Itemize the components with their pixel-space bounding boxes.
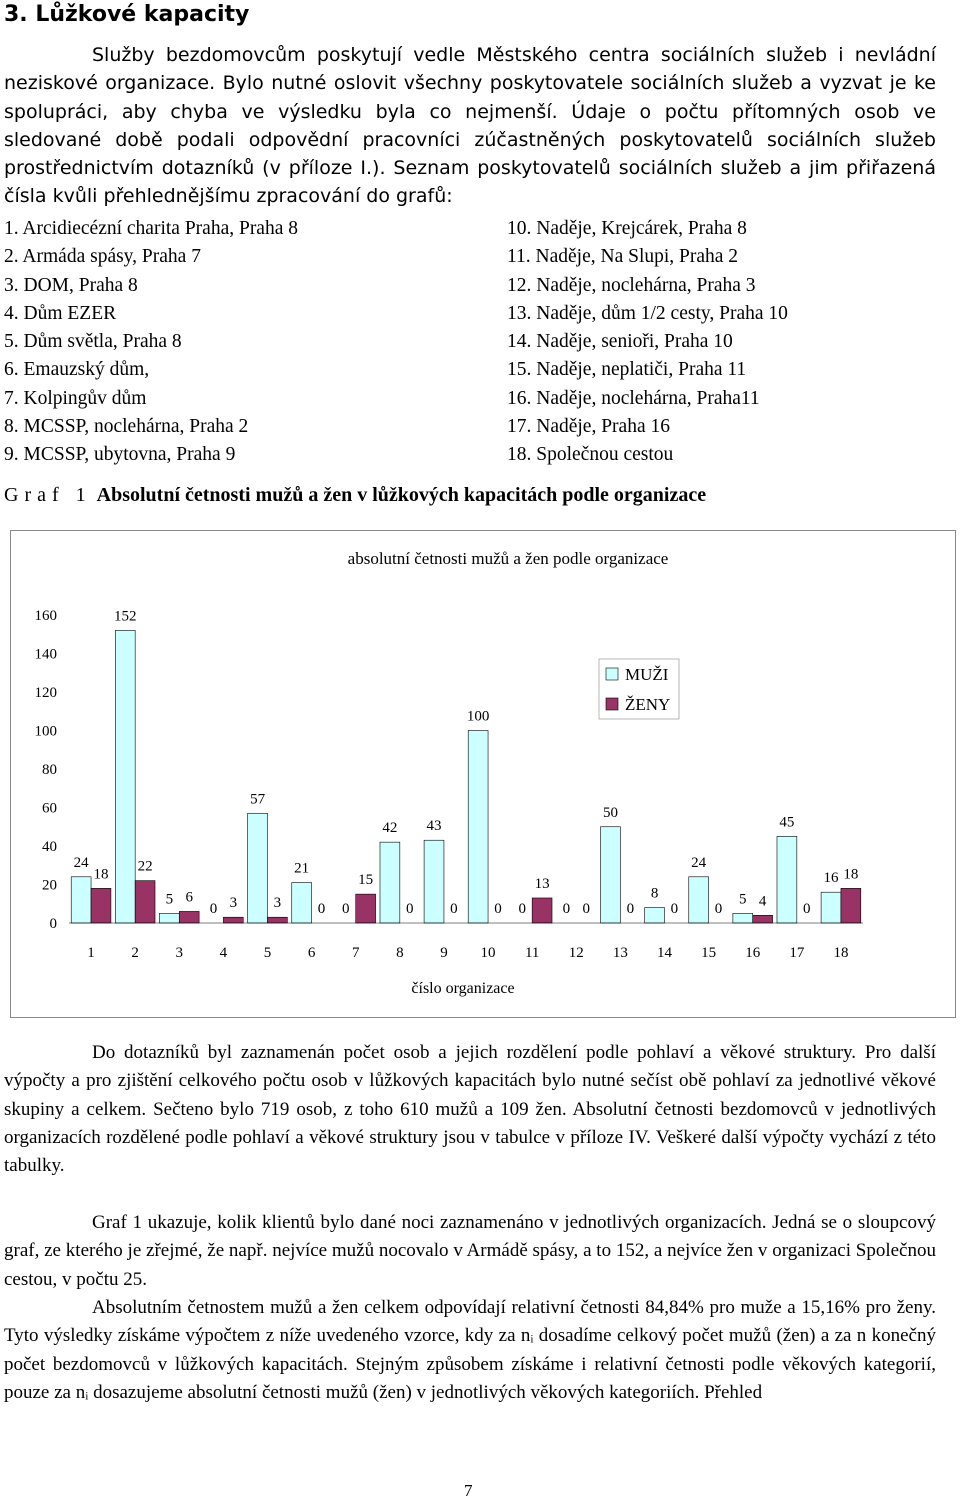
bar-men bbox=[601, 827, 621, 923]
x-axis-title: číslo organizace bbox=[411, 980, 515, 997]
bar-value-label: 3 bbox=[229, 895, 238, 912]
bar-value-label: 5 bbox=[165, 891, 174, 908]
organization-item: 4. Dům EZER bbox=[4, 302, 117, 324]
organization-item: 1. Arcidiecézní charita Praha, Praha 8 bbox=[4, 218, 298, 239]
bar-value-label: 0 bbox=[342, 901, 350, 917]
organization-item: 6. Emauzský dům, bbox=[4, 359, 150, 381]
bar-women bbox=[179, 911, 199, 923]
y-tick-label: 40 bbox=[42, 839, 57, 855]
organization-item: 11. Naděje, Na Slupi, Praha 2 bbox=[507, 246, 739, 268]
bar-men bbox=[821, 892, 841, 923]
bar-value-label: 21 bbox=[294, 860, 310, 877]
x-tick-label: 1 bbox=[87, 945, 95, 961]
bar-value-label: 43 bbox=[426, 818, 442, 835]
bar-men bbox=[292, 883, 312, 923]
bar-women bbox=[223, 917, 243, 923]
bar-value-label: 0 bbox=[209, 901, 218, 917]
x-tick-label: 4 bbox=[219, 945, 228, 961]
organization-item: 7. Kolpingův dům bbox=[4, 387, 147, 409]
y-tick-label: 80 bbox=[42, 762, 57, 778]
organization-item: 3. DOM, Praha 8 bbox=[4, 274, 138, 296]
bar-value-label: 0 bbox=[518, 901, 526, 917]
organization-item: 9. MCSSP, ubytovna, Praha 9 bbox=[4, 444, 236, 466]
bar-women bbox=[268, 917, 288, 923]
x-tick-label: 8 bbox=[396, 945, 404, 961]
chart-legend bbox=[599, 659, 679, 719]
organization-item: 17. Naděje, Praha 16 bbox=[507, 416, 670, 438]
bar-men bbox=[71, 877, 91, 923]
y-tick-label: 0 bbox=[49, 916, 57, 932]
bar-women bbox=[841, 888, 861, 923]
y-tick-label: 60 bbox=[42, 800, 57, 817]
x-tick-label: 12 bbox=[568, 945, 584, 961]
page-number: 7 bbox=[464, 1481, 473, 1500]
section-heading: 3. Lůžkové kapacity bbox=[4, 2, 250, 27]
bar-men bbox=[424, 840, 444, 923]
organization-item: 15. Naděje, neplatiči, Praha 11 bbox=[507, 359, 747, 381]
bar-value-label: 0 bbox=[626, 901, 635, 917]
graph-caption bbox=[4, 482, 706, 508]
organization-list-right bbox=[507, 215, 788, 470]
bar-value-label: 0 bbox=[494, 901, 502, 917]
bar-value-label: 0 bbox=[450, 901, 458, 917]
bar-value-label: 4 bbox=[758, 893, 767, 910]
bar-men bbox=[115, 630, 135, 923]
x-tick-label: 2 bbox=[131, 945, 139, 961]
y-tick-label: 120 bbox=[34, 685, 57, 701]
bar-value-label: 0 bbox=[317, 901, 326, 917]
chart-title: absolutní četnosti mužů a žen podle organizace bbox=[347, 549, 669, 568]
graph-caption-text: Absolutní četnosti mužů a žen v lůžkových kapacitách podle organizace bbox=[96, 484, 707, 506]
chart-frame bbox=[10, 530, 956, 1018]
bar-value-label: 5 bbox=[739, 891, 747, 908]
legend-label-women: ŽENY bbox=[625, 695, 671, 714]
legend-swatch-men bbox=[606, 668, 618, 680]
bar-value-label: 0 bbox=[670, 901, 679, 917]
bar-men bbox=[159, 913, 179, 923]
y-tick-label: 140 bbox=[34, 646, 57, 663]
bar-value-label: 8 bbox=[650, 885, 659, 902]
bar-men bbox=[468, 731, 488, 924]
x-tick-label: 9 bbox=[440, 945, 448, 961]
organization-item: 12. Naděje, noclehárna, Praha 3 bbox=[507, 274, 756, 296]
bar-women bbox=[356, 894, 376, 923]
bar-men bbox=[248, 813, 268, 923]
organization-item: 14. Naděje, senioři, Praha 10 bbox=[507, 331, 733, 353]
bar-value-label: 16 bbox=[823, 870, 839, 887]
body-paragraph: Graf 1 ukazuje, kolik klientů bylo dané noci zaznamenáno v jednotlivých organizacích. Jedná se o sloupcový graf, ze kterého je zřejmé, že např. nejvíce mužů nocovalo v Armádě spásy, a to 152, a nejvíce žen v organizaci Společnou cestou, v počtu 25. bbox=[4, 1212, 936, 1290]
x-tick-label: 6 bbox=[307, 945, 316, 961]
bar-value-label: 0 bbox=[562, 901, 571, 917]
bar-value-label: 22 bbox=[137, 858, 153, 875]
organization-item: 10. Naděje, Krejcárek, Praha 8 bbox=[507, 218, 747, 239]
bar-value-label: 152 bbox=[113, 608, 137, 625]
bar-men bbox=[689, 877, 709, 923]
bar-value-label: 13 bbox=[534, 875, 550, 892]
bar-value-label: 15 bbox=[358, 872, 374, 889]
bar-value-label: 0 bbox=[714, 901, 723, 917]
bar-women bbox=[91, 888, 111, 923]
organization-item: 5. Dům světla, Praha 8 bbox=[4, 331, 182, 353]
bar-value-label: 0 bbox=[582, 901, 590, 917]
bar-chart bbox=[11, 531, 955, 1017]
x-tick-label: 5 bbox=[263, 945, 272, 961]
bar-value-label: 42 bbox=[382, 820, 398, 837]
bar-value-label: 100 bbox=[466, 708, 490, 725]
bar-data-labels bbox=[74, 608, 859, 917]
x-tick-label: 16 bbox=[745, 945, 761, 961]
bar-women bbox=[753, 915, 773, 923]
y-tick-label: 20 bbox=[42, 877, 57, 894]
legend-label-men: MUŽI bbox=[625, 665, 669, 684]
bar-men bbox=[777, 836, 797, 923]
x-tick-label: 17 bbox=[789, 945, 805, 961]
bar-value-label: 24 bbox=[73, 854, 89, 871]
bar-value-label: 0 bbox=[803, 901, 811, 917]
x-tick-label: 11 bbox=[524, 945, 540, 961]
x-tick-label: 14 bbox=[657, 945, 672, 961]
legend-swatch-women bbox=[606, 698, 618, 710]
x-tick-label: 13 bbox=[612, 945, 628, 961]
body-paragraph: Do dotazníků byl zaznamenán počet osob a jejich rozdělení podle pohlaví a věkové struktury. Pro další výpočty a pro zjištění celkového počtu osob v lůžkových kapacitách bylo nutné sečíst obě pohlaví za jednotlivé věkové skupiny a celkem. Sečteno bylo 719 osob, z toho 610 mužů a 109 žen. Absolutní četnosti bezdomovců v jednotlivých organizacích rozdělené podle pohlaví a věkové struktury jsou v tabulce v příloze IV. Veškeré další výpočty vychází z této tabulky. bbox=[4, 1042, 936, 1177]
organization-item: 16. Naděje, noclehárna, Praha11 bbox=[507, 387, 760, 409]
bar-value-label: 0 bbox=[406, 901, 414, 917]
x-tick-label: 10 bbox=[480, 945, 496, 961]
x-tick-label: 18 bbox=[833, 945, 849, 961]
y-tick-label: 160 bbox=[34, 608, 57, 624]
bar-men bbox=[645, 908, 665, 923]
organization-item: 13. Naděje, dům 1/2 cesty, Praha 10 bbox=[507, 302, 788, 324]
x-tick-label: 3 bbox=[175, 945, 184, 961]
bar-value-label: 45 bbox=[779, 814, 795, 831]
bar-value-label: 3 bbox=[273, 895, 282, 912]
bar-value-label: 57 bbox=[250, 791, 266, 808]
organization-item: 2. Armáda spásy, Praha 7 bbox=[4, 246, 201, 268]
y-axis-ticks bbox=[35, 608, 58, 932]
body-paragraph: Absolutním četnostem mužů a žen celkem odpovídají relativní četnosti 84,84% pro muže a 15,16% pro ženy. Tyto výsledky získáme výpočtem z níže uvedeného vzorce, kdy za nᵢ dosadíme celkový počet mužů (žen) a za n konečný počet bezdomovců v lůžkových kapacitách. Stejným způsobem získáme i relativní četnosti podle věkových kategorií, pouze za nᵢ dosazujeme absolutní četnosti mužů (žen) v jednotlivých věkových kategoriích. Přehled bbox=[4, 1297, 936, 1403]
bar-men bbox=[380, 842, 400, 923]
graph-caption-label: Graf 1 bbox=[4, 484, 92, 506]
bar-women bbox=[135, 881, 155, 923]
organization-list-left bbox=[4, 215, 298, 470]
bar-value-label: 18 bbox=[843, 866, 859, 883]
bar-value-label: 6 bbox=[185, 889, 193, 906]
bar-value-label: 24 bbox=[691, 854, 707, 871]
bar-series bbox=[71, 630, 861, 923]
organization-item: 18. Společnou cestou bbox=[507, 444, 674, 466]
intro-paragraph: Služby bezdomovcům poskytují vedle Městského centra sociálních služeb i nevládní neziskové organizace. Bylo nutné oslovit všechny poskytovatele sociálních služeb a vyzvat je ke spolupráci, aby chyba ve výsledku byla co nejmenší. Údaje o počtu přítomných osob ve sledované době podali odpovědní pracovníci zúčastněných poskytovatelů sociálních služeb prostřednictvím dotazníků (v příloze I.). Seznam poskytovatelů sociálních služeb a jim přiřazená čísla kvůli přehlednějšímu zpracování do grafů: bbox=[4, 44, 936, 208]
bar-women bbox=[532, 898, 552, 923]
organization-item: 8. MCSSP, noclehárna, Praha 2 bbox=[4, 416, 249, 438]
x-tick-label: 15 bbox=[701, 945, 717, 961]
bar-value-label: 18 bbox=[93, 866, 109, 883]
y-tick-label: 100 bbox=[34, 723, 57, 740]
x-tick-label: 7 bbox=[351, 945, 360, 961]
x-axis-ticks bbox=[87, 945, 848, 961]
bar-value-label: 50 bbox=[602, 804, 618, 821]
bar-men bbox=[733, 913, 753, 923]
